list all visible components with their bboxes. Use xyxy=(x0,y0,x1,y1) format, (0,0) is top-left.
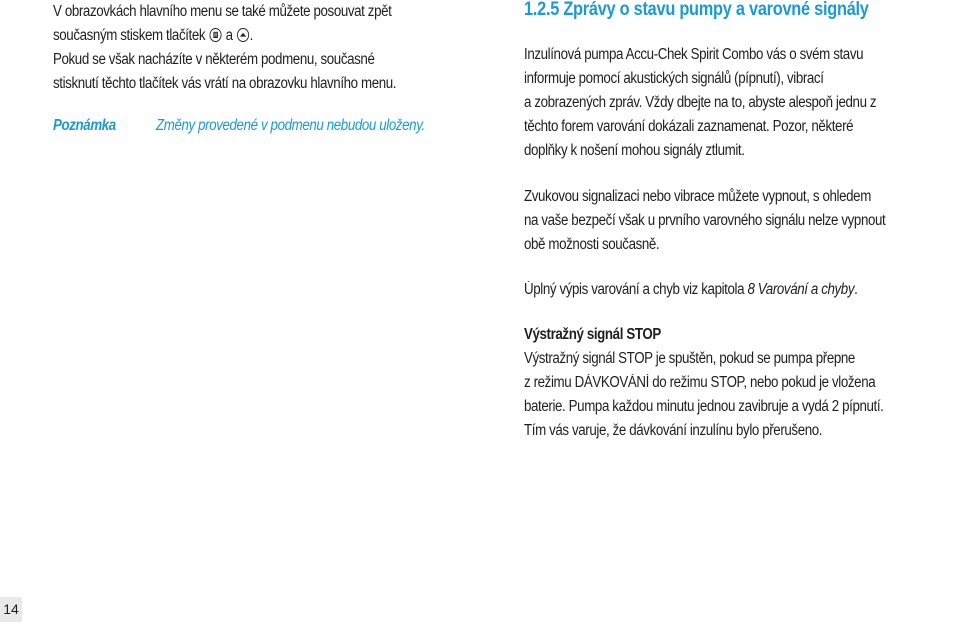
intro-line-2 xyxy=(53,24,396,48)
note-text: Změny provedené v podmenu nebudou uloženy. xyxy=(156,117,425,134)
intro-line-1: V obrazovkách hlavního menu se také můžete posouvat zpět xyxy=(53,3,392,20)
reference-text: Úplný výpis varování a chyb viz kapitola xyxy=(524,281,748,298)
paragraph-line: informuje pomocí akustických signálů (pípnutí), vibrací xyxy=(524,70,824,87)
paragraph-line: baterie. Pumpa každou minutu jednou zavibruje a vydá 2 pípnutí. xyxy=(524,398,884,415)
paragraph-chapter-reference xyxy=(524,278,912,302)
paragraph-line: doplňky k nošení mohou signály ztlumit. xyxy=(524,142,745,159)
paragraph-signal-options xyxy=(524,185,944,257)
up-arrow-key-icon xyxy=(237,28,249,42)
paragraph-line xyxy=(524,278,857,302)
chapter-reference: 8 Varování a chyby xyxy=(747,281,855,298)
note xyxy=(53,114,483,138)
paragraph-line: z režimu DÁVKOVÁNÍ do režimu STOP, nebo pokud je vložena xyxy=(524,374,876,391)
paragraph-line: těchto forem varování dokázali zaznamenat. Pozor, některé xyxy=(524,118,854,135)
paragraph-line: Inzulínová pumpa Accu-Chek Spirit Combo vás o svém stavu xyxy=(524,46,864,63)
intro-line-2-text-b: a xyxy=(222,27,236,44)
paragraph-line: Tím vás varuje, že dávkování inzulínu bylo přerušeno. xyxy=(524,422,823,439)
section-heading: 1.2.5 Zprávy o stavu pumpy a varovné signály xyxy=(524,0,869,20)
intro-line-3: Pokud se však nacházíte v některém podmenu, současné xyxy=(53,51,375,68)
note-label: Poznámka xyxy=(53,117,116,134)
intro-line-2-text-c: . xyxy=(249,27,254,44)
paragraph-stop-signal xyxy=(524,323,942,443)
paragraph-line: a zobrazených zpráv. Vždy dbejte na to, abyste alespoň jednu z xyxy=(524,94,877,111)
menu-key-icon xyxy=(209,28,221,42)
intro-text xyxy=(53,0,452,96)
reference-period: . xyxy=(854,281,858,298)
intro-line-2-text-a: současným stiskem tlačítek xyxy=(53,27,209,44)
paragraph-line: obě možnosti současně. xyxy=(524,236,660,253)
paragraph-line: na vaše bezpečí však u prvního varovného signálu nelze vypnout xyxy=(524,212,886,229)
paragraph-line: Zvukovou signalizaci nebo vibrace můžete vypnout, s ohledem xyxy=(524,188,871,205)
paragraph-line: Výstražný signál STOP je spuštěn, pokud se pumpa přepne xyxy=(524,350,855,367)
paragraph-status-messages xyxy=(524,43,934,163)
stop-signal-title: Výstražný signál STOP xyxy=(524,326,661,343)
page-number: 14 xyxy=(0,597,22,622)
intro-line-4: stisknutí těchto tlačítek vás vrátí na obrazovku hlavního menu. xyxy=(53,75,397,92)
